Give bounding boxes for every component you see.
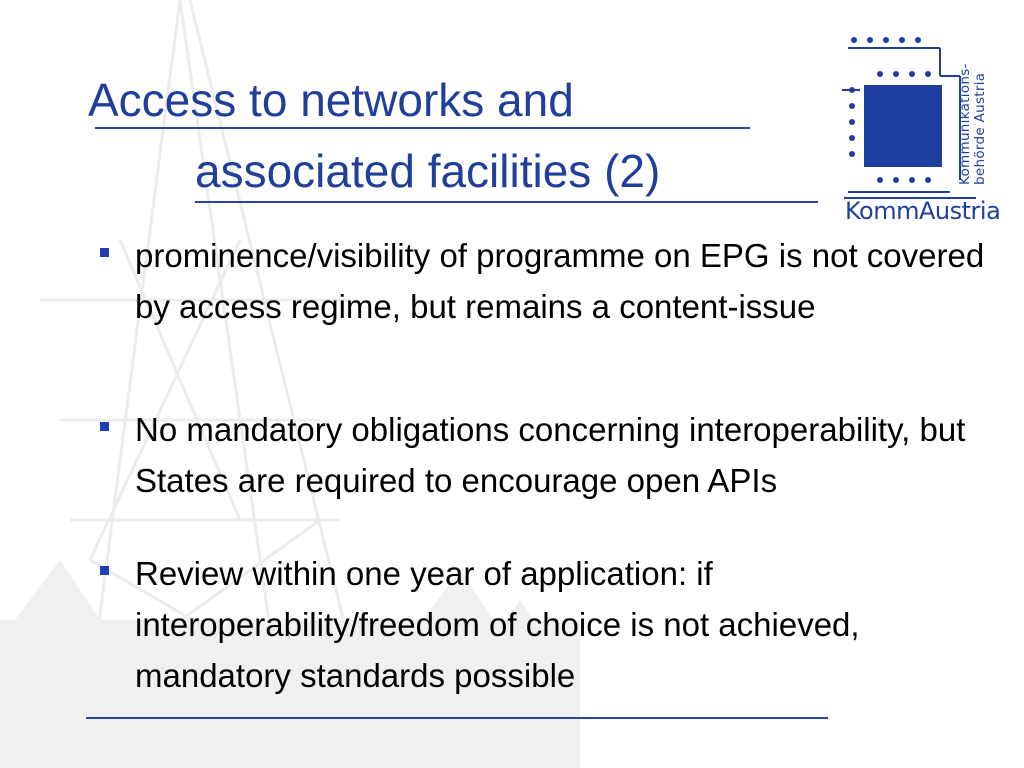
logo-side-line-1: Kommunikations- — [957, 63, 973, 185]
logo-wordmark: KommAustria — [845, 197, 1001, 225]
bullet-text: Review within one year of application: if interoperability/freedom of choice is not achieved, mandatory standards possible — [135, 555, 860, 694]
slide-title-line-2: associated facilities (2) — [195, 145, 661, 197]
square-bullet-icon — [100, 566, 109, 575]
square-bullet-icon — [100, 422, 109, 431]
bullet-text: No mandatory obligations concerning interoperability, but States are required to encourage open APIs — [135, 411, 966, 499]
bullet-text: prominence/visibility of programme on EPG is not covered by access regime, but remains a content-issue — [135, 237, 985, 325]
logo-side-line-2: behörde Austria — [972, 72, 988, 185]
footer-divider — [86, 717, 828, 719]
logo-side-text — [958, 45, 988, 185]
slide-title-line-1: Access to networks and — [88, 74, 574, 126]
square-bullet-icon — [100, 248, 109, 257]
title-underline-2 — [195, 201, 818, 203]
title-underline-1 — [95, 127, 750, 129]
